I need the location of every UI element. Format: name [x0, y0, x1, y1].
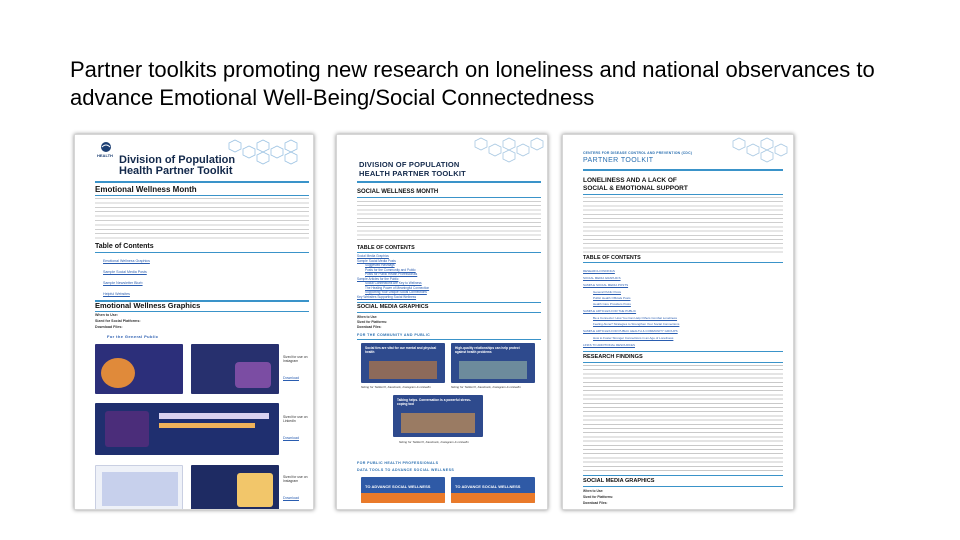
banner-thumbnail[interactable]: [361, 477, 445, 503]
toc-divider: [357, 252, 541, 253]
section-divider: [357, 312, 541, 313]
doc3-header-small: CENTERS FOR DISEASE CONTROL AND PREVENTION (CDC): [583, 151, 693, 155]
graphic-artwork: [159, 413, 269, 419]
when-to-use-label: When to Use:: [95, 313, 118, 317]
doc3-title-line2: SOCIAL & EMOTIONAL SUPPORT: [583, 184, 688, 192]
graphic-artwork: [102, 472, 178, 506]
banner-headline: TO ADVANCE SOCIAL WELLNESS: [365, 484, 431, 489]
toolkit-document-loneliness[interactable]: [562, 134, 794, 510]
banner-stripe: [451, 493, 535, 503]
doc1-title-line2: Health Partner Toolkit: [119, 165, 233, 177]
graphic-headline: High-quality relationships can help protect against health problems: [455, 346, 520, 354]
graphic-artwork: [105, 411, 149, 447]
graphic-thumbnail[interactable]: [191, 344, 279, 394]
section-divider: [95, 195, 309, 196]
logo-text: HEALTH: [97, 153, 113, 158]
sized-for-label: Sized for Platforms:: [357, 320, 388, 324]
toc-link[interactable]: The Healing Power of Meaningful Connection: [365, 285, 430, 290]
toc-heading: TABLE OF CONTENTS: [583, 255, 641, 261]
section-divider: [583, 486, 783, 487]
audience-heading: DATA TOOLS TO ADVANCE SOCIAL WELLNESS: [357, 468, 455, 472]
banner-stripe: [361, 493, 445, 503]
section-divider: [583, 194, 783, 195]
download-link[interactable]: Download: [283, 496, 299, 500]
sized-for-label: Sized for Platforms:: [583, 495, 614, 499]
section-heading-graphics: SOCIAL MEDIA GRAPHICS: [357, 304, 429, 310]
toc-link[interactable]: Posts for Public Health Professionals: [365, 272, 418, 276]
banner-thumbnail[interactable]: [451, 477, 535, 503]
graphic-caption: Sizing for Twitter/X, Facebook, Instagram & LinkedIn: [399, 440, 469, 444]
when-to-use-label: When to Use:: [583, 489, 604, 493]
toc-link[interactable]: Suggested Hashtags: [365, 263, 395, 267]
when-to-use-label: When to Use:: [357, 315, 378, 319]
intro-paragraph-text: [583, 197, 783, 253]
toc-link[interactable]: SAMPLE SOCIAL MEDIA POSTS: [583, 283, 629, 287]
toc-link[interactable]: General Public Posts: [593, 290, 622, 294]
toc-link[interactable]: How to Foster Stronger Connections in an Age of Loneliness: [593, 336, 674, 340]
toc-link[interactable]: Social Connections Are Key to Wellness: [365, 281, 422, 285]
download-link[interactable]: Download: [283, 376, 299, 380]
toc-divider: [95, 252, 309, 253]
section-divider: [95, 311, 309, 312]
toc-link[interactable]: Sample Articles for the Public: [357, 276, 399, 281]
graphic-photo: [401, 413, 475, 433]
toc-link[interactable]: Public Health Officials Posts: [593, 296, 631, 300]
doc2-title-line2: HEALTH PARTNER TOOLKIT: [359, 169, 466, 178]
graphic-thumbnail[interactable]: [95, 465, 183, 510]
sized-for-label: Sized for Social Platforms:: [95, 319, 141, 323]
download-link[interactable]: Download: [283, 436, 299, 440]
graphic-photo: [459, 361, 527, 379]
toc-link[interactable]: Social Media Graphics: [357, 254, 389, 258]
doc3-title: [583, 177, 688, 192]
graphic-artwork: [235, 362, 271, 388]
section-divider: [357, 197, 541, 198]
banner-headline: TO ADVANCE SOCIAL WELLNESS: [455, 484, 521, 489]
toc-link[interactable]: SOCIAL MEDIA GRAPHICS: [583, 276, 621, 280]
download-files-label: Download Files:: [357, 325, 382, 329]
intro-paragraph-text: [357, 201, 541, 241]
section-divider: [583, 351, 783, 352]
download-files-label: Download Files:: [95, 325, 123, 329]
audience-heading: FOR THE COMMUNITY AND PUBLIC: [357, 333, 431, 337]
graphic-caption: Sized for use on Instagram: [283, 355, 308, 364]
graphic-caption: Sizing for Twitter/X, Facebook, Instagram & LinkedIn: [361, 385, 431, 389]
graphic-caption: Sized for use on Instagram: [283, 475, 308, 484]
intro-paragraph-text: [95, 198, 309, 242]
title-divider: [357, 181, 541, 183]
toc-link[interactable]: LINKS TO ADDITIONAL RESOURCES: [583, 343, 635, 347]
graphic-thumbnail[interactable]: [191, 465, 279, 510]
graphic-caption: Sized for use on LinkedIn: [283, 415, 308, 424]
doc1-title: [119, 155, 235, 177]
audience-heading: For the General Public: [107, 334, 159, 339]
doc2-title: [359, 160, 466, 178]
hexagon-decoration-icon: [703, 137, 793, 177]
graphic-headline: Talking helps. Conversation is a powerful stress-coping tool: [397, 398, 471, 406]
toc-link[interactable]: Posts for the Community and Public: [365, 267, 416, 272]
graphic-photo: [369, 361, 437, 379]
toc-link-newsletter[interactable]: Sample Newsletter Blurb: [103, 281, 143, 285]
toc-link[interactable]: RESEARCH FINDINGS: [583, 269, 615, 273]
audience-heading: FOR PUBLIC HEALTH PROFESSIONALS: [357, 461, 439, 465]
graphic-artwork: [159, 423, 255, 428]
graphic-thumbnail[interactable]: [393, 395, 483, 437]
doc2-title-line1: DIVISION OF POPULATION: [359, 160, 460, 169]
download-files-label: Download Files:: [583, 501, 608, 505]
graphic-thumbnail[interactable]: [95, 344, 183, 394]
section-divider: [583, 362, 783, 363]
toolkit-document-emotional-wellness[interactable]: [74, 134, 314, 510]
toolkit-document-social-wellness[interactable]: [336, 134, 548, 510]
title-divider: [95, 181, 309, 183]
section-divider: [357, 339, 541, 340]
hexagon-decoration-icon: [455, 137, 545, 177]
section-divider: [357, 302, 541, 303]
toc-link[interactable]: Key Websites Supporting Social Wellness: [357, 294, 417, 299]
doc3-title-line1: LONELINESS AND A LACK OF: [583, 177, 677, 184]
section-heading-emotional-wellness: Emotional Wellness Month: [95, 185, 197, 194]
section-heading-graphics: SOCIAL MEDIA GRAPHICS: [583, 478, 655, 484]
slide-title: Partner toolkits promoting new research on loneliness and national observances to advance Emotional Well-Being/Social Connectedness: [70, 57, 875, 110]
toc-link[interactable]: SAMPLE ARTICLES FOR PUBLIC HEALTH & COMMUNITY GROUPS: [583, 329, 678, 333]
toc-link-websites[interactable]: Helpful Websites: [103, 292, 130, 296]
toc-link[interactable]: Feeling Alone? Strategies to Strengthen Your Social Connections: [593, 322, 680, 326]
graphic-thumbnail[interactable]: [361, 343, 445, 383]
graphic-artwork: [237, 473, 273, 507]
section-heading-findings: RESEARCH FINDINGS: [583, 354, 643, 360]
toc-link[interactable]: SAMPLE ARTICLES FOR THE PUBLIC: [583, 309, 637, 313]
toc-link[interactable]: Sample Social Media Posts: [357, 258, 396, 263]
graphic-thumbnail[interactable]: [451, 343, 535, 383]
graphic-headline: Social ties are vital for our mental and physical health: [365, 346, 437, 354]
toc-link[interactable]: Supporting Your Unique Social Connections: [365, 290, 427, 294]
toc-link[interactable]: Be a Connector: How You Can Help Others Combat Loneliness: [593, 316, 678, 320]
section-heading-social-wellness: SOCIAL WELLNESS MONTH: [357, 189, 439, 195]
title-divider: [583, 169, 783, 171]
doc3-header-large: PARTNER TOOLKIT: [583, 157, 654, 164]
graphic-artwork: [101, 358, 135, 388]
graphic-caption: Sizing for Twitter/X, Facebook, Instagram & LinkedIn: [451, 385, 521, 389]
toc-link-posts[interactable]: Sample Social Media Posts: [103, 270, 147, 274]
graphic-thumbnail-wide[interactable]: [95, 403, 279, 455]
section-heading-graphics: Emotional Wellness Graphics: [95, 301, 201, 310]
toc-heading: Table of Contents: [95, 243, 154, 250]
toc-divider: [583, 262, 783, 263]
doc1-title-line1: Division of Population: [119, 154, 236, 166]
findings-paragraph-text: [583, 365, 783, 471]
toc-link-graphics[interactable]: Emotional Wellness Graphics: [103, 259, 150, 263]
section-divider: [583, 475, 783, 476]
toc-link[interactable]: Health Care Providers Posts: [593, 302, 631, 306]
toc-heading: TABLE OF CONTENTS: [357, 245, 415, 251]
